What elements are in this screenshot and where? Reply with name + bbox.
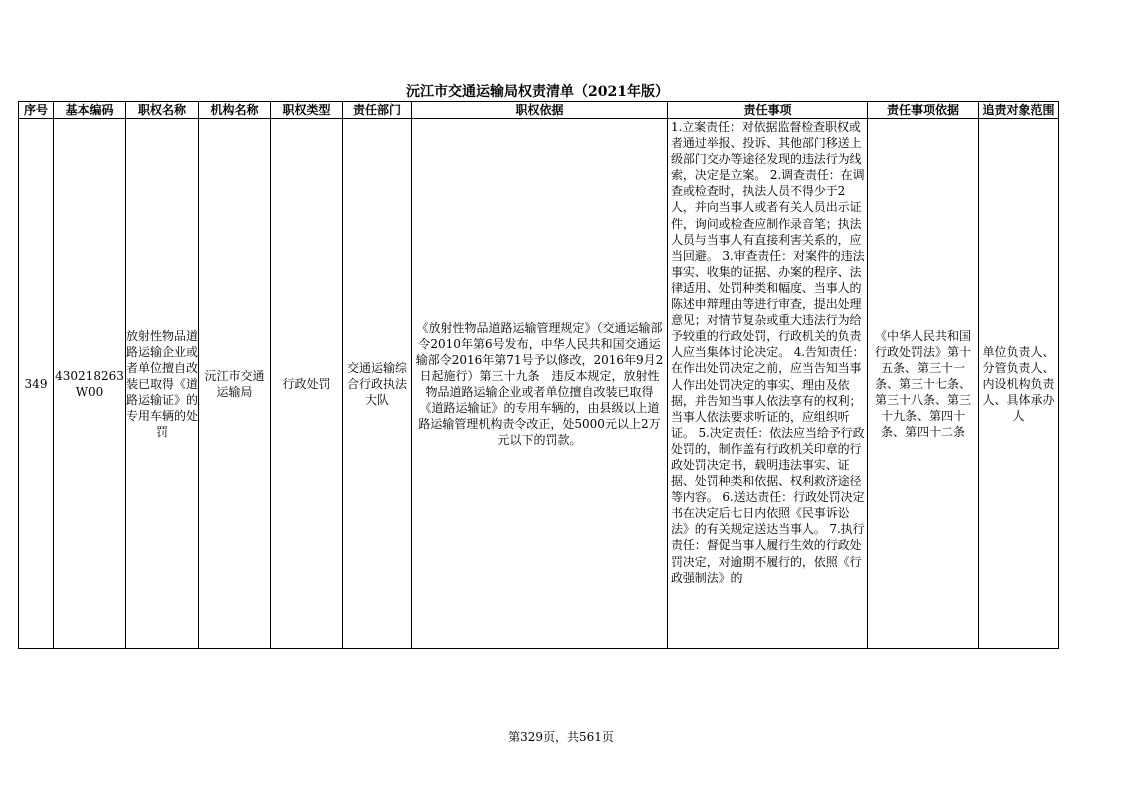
cell-seq: 349 — [19, 119, 54, 649]
table-header-row — [19, 102, 1059, 119]
header-duty-basis: 责任事项依据 — [868, 102, 979, 119]
cell-duty-basis: 《中华人民共和国行政处罚法》第十五条、第三十一条、第三十七条、第三十八条、第三十九条、第四十条、第四十二条 — [868, 119, 979, 649]
header-power-name: 职权名称 — [126, 102, 199, 119]
cell-power-type: 行政处罚 — [271, 119, 343, 649]
header-power-type: 职权类型 — [271, 102, 343, 119]
cell-dept: 交通运输综合行政执法大队 — [343, 119, 412, 649]
header-accountability: 追责对象范围 — [979, 102, 1059, 119]
header-seq: 序号 — [19, 102, 54, 119]
header-duty: 责任事项 — [668, 102, 868, 119]
power-list-table — [18, 101, 1059, 649]
cell-basis: 《放射性物品道路运输管理规定》（交通运输部令2010年第6号发布，中华人民共和国交通运输部令2016年第71号予以修改，2016年9月2日起施行）第三十九条 违反本规定，放射性物品道路运输企业或者单位擅自改装已取得《道路运输证》的专用车辆的，由县级以上道路运输管理机构责令改正，处5000元以上2万元以下的罚款。 — [412, 119, 668, 649]
page-number: 第329页，共561页 — [508, 730, 614, 744]
page-title: 沅江市交通运输局权责清单（2021年版） — [406, 84, 669, 100]
header-dept: 责任部门 — [343, 102, 412, 119]
cell-code: 430218263W00 — [54, 119, 126, 649]
header-code: 基本编码 — [54, 102, 126, 119]
header-org: 机构名称 — [199, 102, 271, 119]
cell-duty: 1.立案责任：对依据监督检查职权或者通过举报、投诉、其他部门移送上级部门交办等途径发现的违法行为线索，决定是立案。 2.调查责任：在调查或检查时，执法人员不得少于2人，并向当事人或者有关人员出示证件，询问或检查应制作录音笔；执法人员与当事人有直接利害关系的，应当回避。 3.审查责任：对案件的违法事实、收集的证据、办案的程序、法律适用、处罚种类和幅度、当事人的陈述申辩理由等进行审查，提出处理意见；对情节复杂或重大违法行为给予较重的行政处罚，行政机关的负责人应当集体讨论决定。 4.告知责任：在作出处罚决定之前，应当告知当事人作出处罚决定的事实、理由及依据，并告知当事人依法享有的权利；当事人依法要求听证的，应组织听证。 5.决定责任：依法应当给予行政处罚的，制作盖有行政机关印章的行政处罚决定书，载明违法事实、证据、处罚种类和依据、权利救济途径等内容。 6.送达责任：行政处罚决定书在决定后七日内依照《民事诉讼法》的有关规定送达当事人。 7.执行责任：督促当事人履行生效的行政处罚决定，对逾期不履行的，依照《行政强制法》的 — [668, 119, 868, 649]
cell-org: 沅江市交通运输局 — [199, 119, 271, 649]
cell-power-name: 放射性物品道路运输企业或者单位擅自改装已取得《道路运输证》的专用车辆的处罚 — [126, 119, 199, 649]
header-basis: 职权依据 — [412, 102, 668, 119]
table-row — [19, 119, 1059, 649]
cell-accountability: 单位负责人、分管负责人、内设机构负责人、具体承办人 — [979, 119, 1059, 649]
